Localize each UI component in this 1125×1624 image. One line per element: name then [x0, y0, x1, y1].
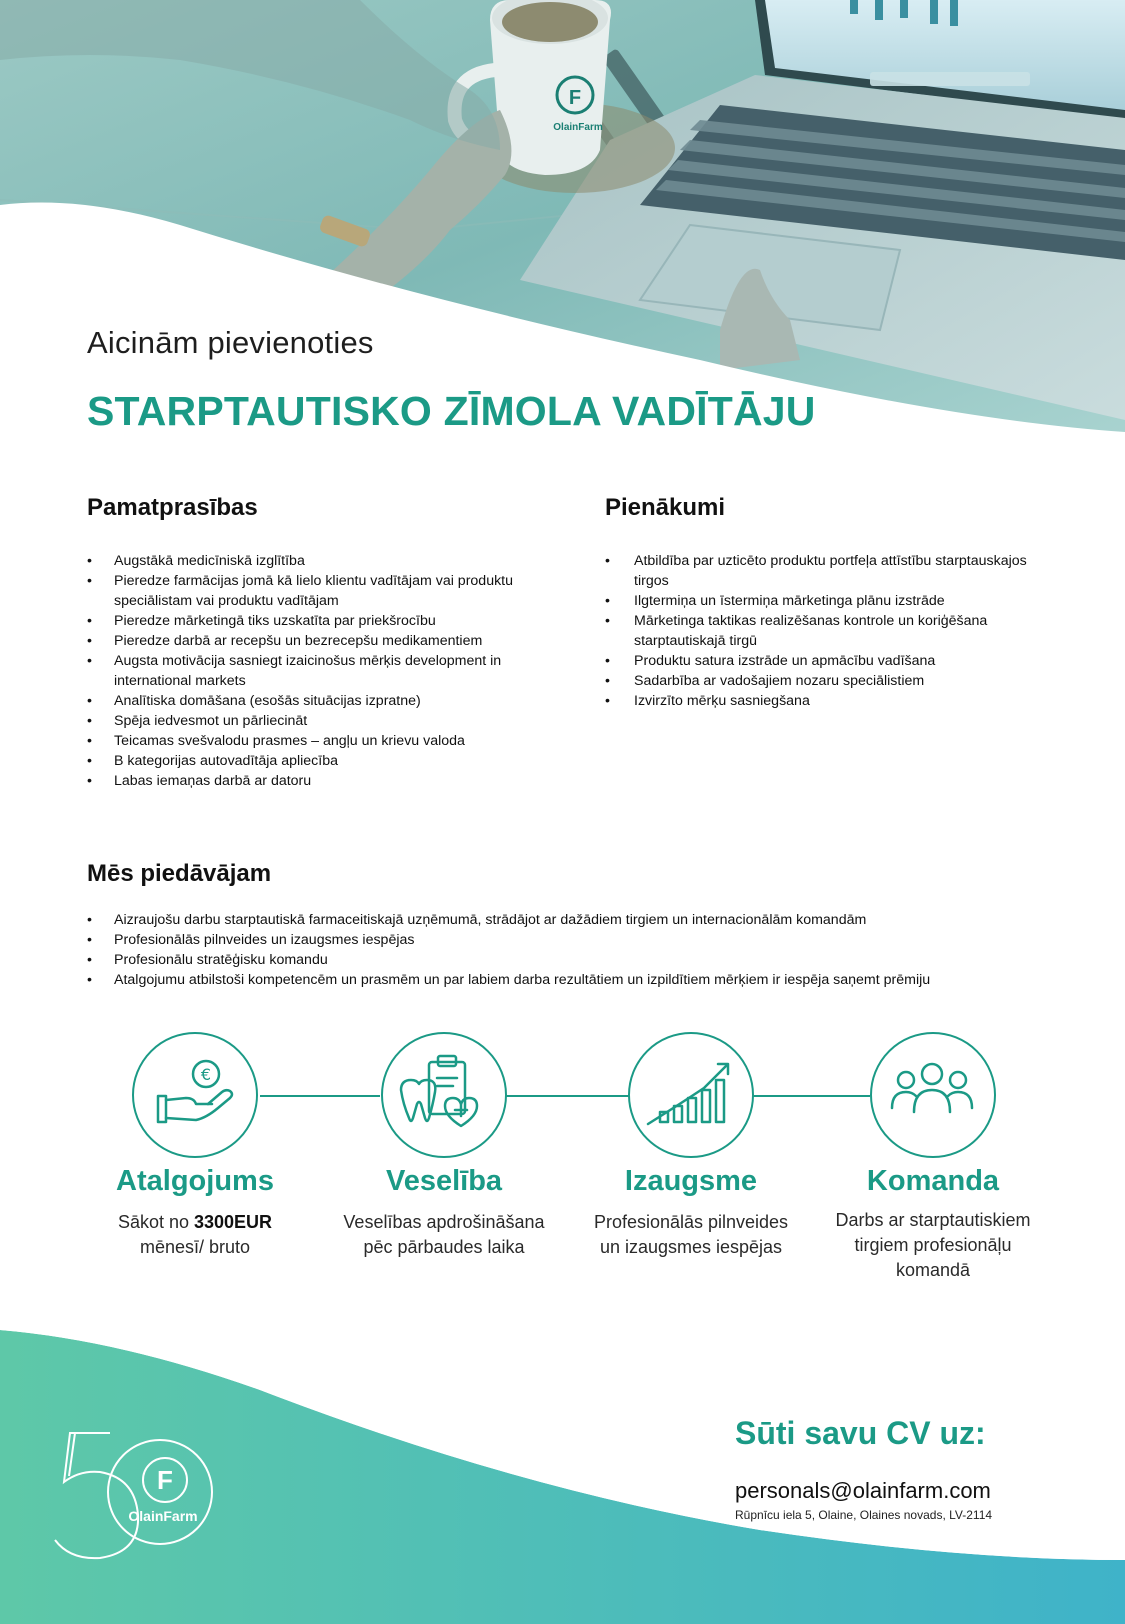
list-item: • Atalgojumu atbilstoši kompetencēm un prasmēm un par labiem darba rezultātiem un izpildītiem mērķiem ir iespēja saņemt prēmiju [87, 970, 1087, 990]
requirements-title: Pamatprasības [87, 494, 258, 521]
svg-text:F: F [568, 87, 582, 109]
list-item: • Izvirzīto mērķu sasniegšana [605, 691, 1035, 711]
job-title: STARPTAUTISKO ZĪMOLA VADĪTĀJU [87, 388, 816, 434]
list-item: • Ilgtermiņa un īstermiņa mārketinga plānu izstrāde [605, 591, 1035, 611]
offer-list [87, 910, 1087, 990]
list-item: • Pieredze farmācijas jomā kā lielo klientu vadītājam vai produktu speciālistam vai produktu vadītājam [87, 571, 547, 611]
team-icon [870, 1032, 996, 1158]
list-item: • Analītiska domāšana (esošās situācijas izpratne) [87, 691, 547, 711]
connector-line [752, 1095, 870, 1097]
mug-logo-text: OlainFarm [553, 122, 603, 133]
list-item: • Atbildība par uzticēto produktu portfeļa attīstību starptauskajos tirgos [605, 551, 1035, 591]
benefits-section [0, 1030, 1125, 1300]
cv-call-to-action: Sūti savu CV uz: [735, 1415, 986, 1451]
health-insurance-icon [381, 1032, 507, 1158]
list-item: • B kategorijas autovadītāja apliecība [87, 751, 547, 771]
benefit-title-health: Veselība [385, 1165, 503, 1197]
connector-line [505, 1095, 630, 1097]
footer [0, 1330, 1125, 1624]
list-item: • Augsta motivācija sasniegt izaicinošus mērķis development in international markets [87, 651, 547, 691]
duties-list [605, 551, 1035, 711]
requirements-list [87, 551, 547, 791]
benefit-text-salary: Sākot no 3300EUR mēnesī/ bruto [117, 1212, 273, 1257]
intro-text: Aicinām pievienoties [87, 325, 374, 360]
list-item: • Augstākā medicīniskā izglītība [87, 551, 547, 571]
list-item: • Labas iemaņas darbā ar datoru [87, 771, 547, 791]
list-item: • Profesionālās pilnveides un izaugsmes iespējas [87, 930, 1087, 950]
list-item: • Sadarbība ar vadošajiem nozaru speciālistiem [605, 671, 1035, 691]
svg-text:F: F [157, 1465, 173, 1495]
euro-hand-icon [132, 1032, 258, 1158]
benefit-text-team: Darbs ar starptautiskiem tirgiem profesionāļu komandā [835, 1210, 1031, 1280]
benefit-title-team: Komanda [866, 1165, 1000, 1197]
list-item: • Teicamas svešvalodu prasmes – angļu un krievu valoda [87, 731, 547, 751]
benefit-title-growth: Izaugsme [624, 1165, 758, 1197]
growth-chart-icon [628, 1032, 754, 1158]
list-item: • Produktu satura izstrāde un apmācību vadīšana [605, 651, 1035, 671]
list-item: • Aizraujošu darbu starptautiskā farmaceitiskajā uzņēmumā, strādājot ar dažādiem tirgiem un internacionālām komandām [87, 910, 1087, 930]
hero-image [0, 0, 1125, 440]
footer-logo-text: OlainFarm [128, 1508, 198, 1524]
svg-text:€: € [200, 1065, 212, 1084]
list-item: • Mārketinga taktikas realizēšanas kontrole un koriģēšana starptautiskajā tirgū [605, 611, 1035, 651]
list-item: • Spēja iedvesmot un pārliecināt [87, 711, 547, 731]
connector-line [260, 1095, 380, 1097]
benefit-text-health: Veselības apdrošināšana pēc pārbaudes laika [343, 1212, 545, 1257]
list-item: • Pieredze mārketingā tiks uzskatīta par priekšrocību [87, 611, 547, 631]
duties-title: Pienākumi [605, 494, 726, 521]
list-item: • Pieredze darbā ar recepšu un bezrecepšu medikamentiem [87, 631, 547, 651]
offer-title: Mēs piedāvājam [87, 860, 272, 887]
list-item: • Profesionālu stratēģisku komandu [87, 950, 1087, 970]
benefit-title-salary: Atalgojums [116, 1165, 274, 1197]
benefit-text-growth: Profesionālās pilnveides un izaugsmes iespējas [593, 1212, 789, 1257]
contact-email[interactable]: personals@olainfarm.com [735, 1478, 991, 1503]
contact-address: Rūpnīcu iela 5, Olaine, Olaines novads, LV-2114 [735, 1508, 993, 1522]
